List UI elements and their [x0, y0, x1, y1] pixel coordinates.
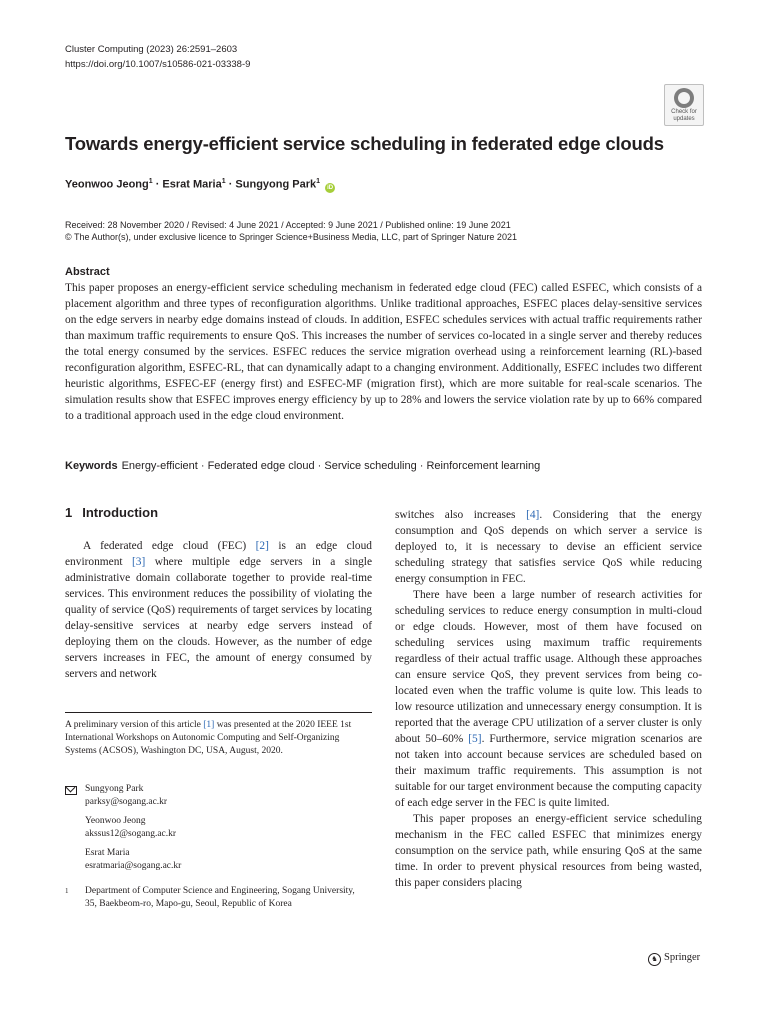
- citation-link[interactable]: [4]: [526, 509, 540, 521]
- author-affiliation-sup: 1: [148, 178, 153, 185]
- keywords-line: [65, 460, 540, 472]
- contact-name: Esrat Maria: [85, 848, 130, 858]
- correspondence-block: [65, 783, 372, 879]
- intro-paragraph: A federated edge cloud (FEC) [2] is an edge cloud environment [3] where multiple edge servers in a single administrative domain collaborate together to provide real-time services. This environment reduces the possibility of violating the quality of service (QoS) requirements of target services by locating delay-sensitive services at nearby edge servers instead of deploying them on the clouds. However, as the number of edge servers increases in FEC, the amount of energy consumed by servers and network: [65, 540, 372, 680]
- right-column: [395, 507, 702, 891]
- author-separator: ·: [225, 178, 236, 191]
- doi-link[interactable]: https://doi.org/10.1007/s10586-021-03338-9: [65, 59, 251, 70]
- check-for-updates-badge[interactable]: [664, 84, 704, 126]
- history-dates: Received: 28 November 2020 / Revised: 4 June 2021 / Accepted: 9 June 2021 / Published online: 19 June 2021: [65, 220, 511, 230]
- author-affiliation-sup: 1: [316, 178, 321, 185]
- intro-paragraph: This paper proposes an energy-efficient service scheduling mechanism in the FEC called ESFEC that minimizes energy consumption on the service path, while ensuring QoS at the same time. In order to prevent physical resources from being wasted, this paper considers placing: [395, 813, 702, 889]
- springer-label: Springer: [664, 952, 701, 963]
- left-column: [65, 538, 372, 682]
- springer-logo: [648, 952, 700, 966]
- author-name: Sungyong Park: [235, 178, 317, 191]
- keywords-label: Keywords: [65, 460, 118, 472]
- author-affiliation-sup: 1: [221, 178, 226, 185]
- section-number: 1: [65, 505, 73, 520]
- article-history: [65, 219, 705, 243]
- section-heading: [65, 505, 158, 520]
- intro-paragraph: switches also increases [4]. Considering that the energy consumption and QoS depends on which server a service is deployed to, it is necessary to devise an efficient service scheduling strategy that satisfies service QoS while reducing energy consumption in FEC.: [395, 509, 702, 585]
- check-label-1: Check for: [671, 109, 697, 115]
- abstract-text: This paper proposes an energy-efficient service scheduling mechanism in federated edge cloud (FEC) called ESFEC, which consists of a placement algorithm and three types of reconfiguration algorithms. Unlike traditional approaches, ESFEC places delay-sensitive services on the edge servers in nearby edge domains instead of clouds. In addition, ESFEC schedules services with actual traffic requirements rather than maximum traffic requirements to ensure QoS. This increases the number of services co-located in a single server and thereby reduces the total energy consumed by the services. ESFEC reduces the service migration overhead using a reinforcement learning (RL)-based reconfiguration algorithm, ESFEC-RL, that can dynamically adapt to a changing environment. Additionally, ESFEC includes two different heuristic algorithms, ESFEC-EF (energy first) and ESFEC-MF (migration first), which are more suitable for real-scale scenarios. The simulation results show that ESFEC improves energy efficiency by up to 28% and lowers the service violation rate by up to 66% compared to a traditional approach used in the edge cloud environment.: [65, 282, 702, 422]
- affiliation-number: 1: [65, 887, 69, 895]
- journal-header: [65, 42, 250, 72]
- intro-paragraph: There have been a large number of research activities for scheduling services to reduce energy consumption in multi-cloud or edge clouds. However, most of them have focused on scheduling services using maximum traffic requirements regardless of their actual traffic usage. Although these approaches can ensure service QoS, they prevent services from being co-located even when the traffic volume is quite low. This leads to low resource utilization and unnecessary energy consumption. It is reported that the average CPU utilization of a server cluster is only about 50–60% [5]. Furthermore, service migration scenarios are not taken into account because services are scheduled based on their maximum traffic requirements. This assumption is not suitable for our target environment because the computing capacity of each edge server in the FEC is quite limited.: [395, 589, 702, 809]
- check-updates-icon: [674, 88, 694, 108]
- keywords-text: Energy-efficient · Federated edge cloud · Service scheduling · Reinforcement learning: [121, 460, 541, 472]
- orcid-icon[interactable]: iD: [327, 184, 334, 191]
- footnote-divider: [65, 712, 372, 713]
- contact-name: Yeonwoo Jeong: [85, 816, 146, 826]
- contact-email[interactable]: akssus12@sogang.ac.kr: [85, 829, 177, 839]
- affiliation: [65, 885, 355, 911]
- envelope-icon: [65, 786, 77, 795]
- abstract-heading: Abstract: [65, 266, 110, 278]
- paper-title: Towards energy-efficient service scheduling in federated edge clouds: [65, 133, 664, 154]
- citation-link[interactable]: [2]: [255, 540, 269, 552]
- contact-name: Sungyong Park: [85, 784, 144, 794]
- check-label-2: updates: [673, 116, 695, 122]
- citation-link[interactable]: [5]: [468, 733, 482, 745]
- citation-link[interactable]: [3]: [132, 556, 146, 568]
- author-separator: ·: [152, 178, 163, 191]
- section-title: Introduction: [82, 505, 159, 520]
- contact-email[interactable]: esratmaria@sogang.ac.kr: [85, 861, 182, 871]
- footnote: A preliminary version of this article [1] was presented at the 2020 IEEE 1st International Workshops on Autonomic Computing and Self-Organizing Systems (ACSOS), Washington DC, USA, August, 2020.: [65, 720, 352, 756]
- author-name: Esrat Maria: [162, 178, 222, 191]
- author-name: Yeonwoo Jeong: [65, 178, 149, 191]
- journal-citation: Cluster Computing (2023) 26:2591–2603: [65, 44, 238, 55]
- copyright-line: © The Author(s), under exclusive licence to Springer Science+Business Media, LLC, part of Springer Nature 2021: [65, 232, 517, 242]
- affiliation-text: Department of Computer Science and Engineering, Sogang University, 35, Baekbeom-ro, Mapo-gu, Seoul, Republic of Korea: [85, 886, 355, 909]
- author-list: [65, 178, 335, 193]
- citation-link[interactable]: [1]: [203, 720, 215, 730]
- springer-horse-icon: ♞: [648, 953, 661, 966]
- contact-email[interactable]: parksy@sogang.ac.kr: [85, 797, 168, 807]
